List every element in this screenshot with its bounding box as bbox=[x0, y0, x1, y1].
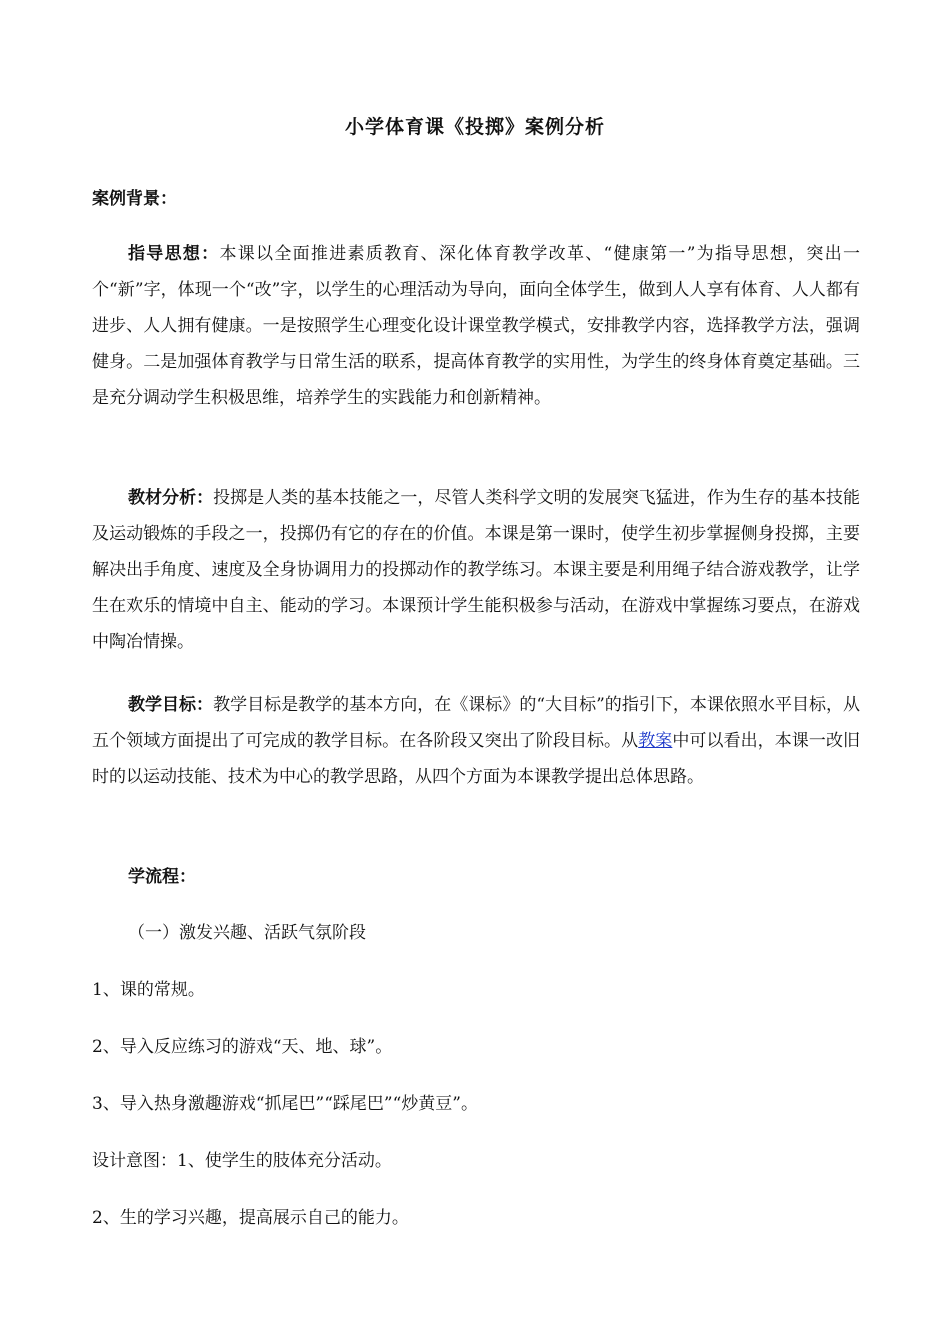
goals-lead: 教学目标： bbox=[128, 695, 214, 715]
list-item: 2、导入反应练习的游戏“天、地、球”。 bbox=[92, 1037, 393, 1057]
lesson-plan-link[interactable]: 教案 bbox=[638, 731, 673, 751]
process-heading: 学流程： bbox=[128, 867, 196, 887]
goals-paragraph bbox=[92, 687, 860, 795]
material-paragraph bbox=[92, 480, 860, 660]
list-item: 2、生的学习兴趣，提高展示自己的能力。 bbox=[92, 1208, 409, 1228]
design-intent-line: 设计意图：1、使学生的肢体充分活动。 bbox=[92, 1151, 392, 1171]
guiding-text: 本课以全面推进素质教育、深化体育教学改革、“健康第一”为指导思想，突出一个“新”字，体现一个“改”字，以学生的心理活动为导向，面向全体学生，做到人人享有体育、人人都有进步、人人拥有健康。一是按照学生心理变化设计课堂教学模式，安排教学内容，选择教学方法，强调健身。二是加强体育教学与日常生活的联系，提高体育教学的实用性，为学生的终身体育奠定基础。三是充分调动学生积极思维，培养学生的实践能力和创新精神。 bbox=[92, 244, 860, 408]
list-item: 3、导入热身激趣游戏“抓尾巴”“踩尾巴”“炒黄豆”。 bbox=[92, 1094, 478, 1114]
goals-text-before: 教学目标是教学的基本方向，在《课标》的“大目标”的指引下，本课依照水平目标，从五个领域方面提出了可完成的教学目标。在各阶段又突出了阶段目标。从 bbox=[92, 695, 860, 751]
goals-text-after: 中可以看出，本课一改旧时的以运动技能、技术为中心的教学思路，从四个方面为本课教学提出总体思路。 bbox=[92, 731, 861, 787]
material-lead: 教材分析： bbox=[128, 488, 214, 508]
list-item: 1、课的常规。 bbox=[92, 980, 205, 1000]
guiding-lead: 指导思想： bbox=[128, 244, 220, 264]
background-heading: 案例背景： bbox=[92, 189, 177, 209]
page-title: 小学体育课《投掷》案例分析 bbox=[344, 116, 605, 138]
material-text: 投掷是人类的基本技能之一，尽管人类科学文明的发展突飞猛进，作为生存的基本技能及运动锻炼的手段之一，投掷仍有它的存在的价值。本课是第一课时，使学生初步掌握侧身投掷，主要解决出手角度、速度及全身协调用力的投掷动作的教学练习。本课主要是利用绳子结合游戏教学，让学生在欢乐的情境中自主、能动的学习。本课预计学生能积极参与活动，在游戏中掌握练习要点，在游戏中陶冶情操。 bbox=[92, 488, 861, 652]
stage-1-heading: （一）激发兴趣、活跃气氛阶段 bbox=[128, 923, 366, 943]
guiding-paragraph bbox=[92, 236, 860, 416]
